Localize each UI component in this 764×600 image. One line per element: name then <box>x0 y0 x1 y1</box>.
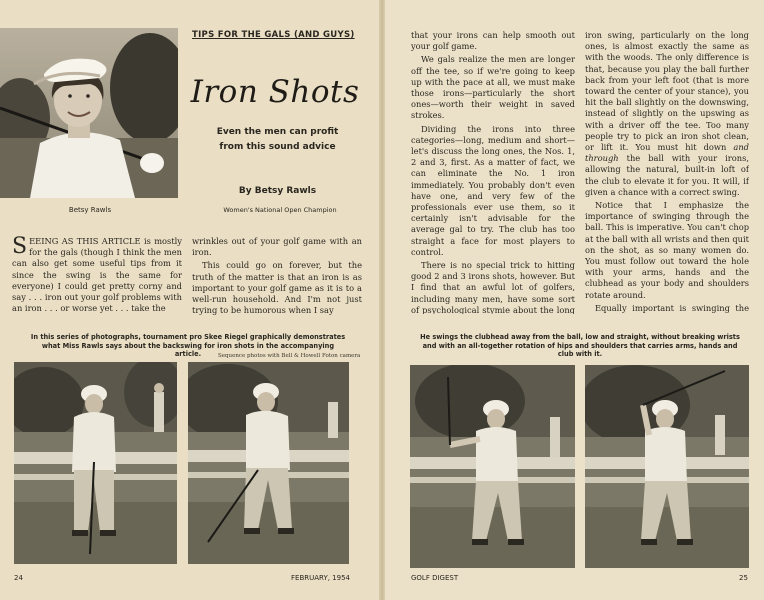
paragraph: that your irons can help smooth out your golf game. <box>411 30 575 52</box>
text-run: the ball with your irons, allowing the natural, built-in loft of the club to elevate it for you. It will, if given a chance with a correct swing. <box>585 153 749 197</box>
section-header: TIPS FOR THE GALS (AND GUYS) <box>192 30 355 40</box>
left-photo-caption: In this series of photographs, tournament pro Skee Riegel graphically demonstrates what Miss Rawls says about the backswing for iron shots in the accompanying article. <box>30 333 346 359</box>
sequence-photo-2 <box>188 362 349 564</box>
portrait-caption: Betsy Rawls <box>68 206 112 214</box>
photo-credit: Sequence photos with Bell & Howell Foton camera <box>218 353 361 359</box>
right-column-1 <box>411 30 575 314</box>
portrait-photo <box>0 28 178 198</box>
paragraph: EEING AS THIS ARTICLE is mostly for the gals (though I think the men can also get some useful tips from it since the swing is the same for everyone) I could get pretty corny and say . . . iron out your golf problems with an iron . . . or worse yet . . . take the <box>12 236 182 314</box>
author-credential: Women's National Open Champion <box>223 206 337 214</box>
paragraph: Dividing the irons into three categories—long, medium and short—let's discuss the long ones, the Nos. 1, 2 and 3, first. As a matter of fact, we can eliminate the No. 1 iron immediately. You probably don't even have one, and very few of the professionals ever use them, so it certainly isn't advisable for the average gal to try. The club has too straight a face for most players to control. <box>411 123 575 257</box>
paragraph: There is no special trick to hitting good 2 and 3 irons shots, however. But I find that an awful lot of golfers, including many men, have some sort of psychological stymie about the long <box>411 260 575 314</box>
page-gutter <box>379 0 385 600</box>
author-byline: By Betsy Rawls <box>238 186 317 196</box>
paragraph: We gals realize the men are longer off the tee, so if we're going to keep up with the pace at all, we must make those irons—particularly the short ones—worth their weight in saved strokes. <box>411 54 575 121</box>
sequence-photo-1 <box>14 362 177 564</box>
left-column-1 <box>12 236 182 316</box>
article-subtitle <box>200 125 355 155</box>
paragraph: wrinkles out of your golf game with an iron. <box>192 236 362 258</box>
right-photo-caption: He swings the clubhead away from the ball, low and straight, without breaking wrists and with an all-together rotation of hips and shoulders that carries arms, hands and club with it. <box>420 333 740 359</box>
left-page-number: 24 <box>14 574 23 582</box>
left-column-2 <box>192 236 362 316</box>
text-run: Equally important is swinging the <box>595 302 749 313</box>
text-run: iron swing, particularly on the long ones, is almost exactly the same as with the woods. The only difference is that, because you play the ball further back from your left foot (that is more toward the center of your stance), you hit the ball slightly on the downswing, instead of slightly on the upswing as with a driver off the tee. Too many people try to pick an iron shot clean, or lift it. You must hit down <box>585 30 749 153</box>
sequence-photo-3 <box>410 365 575 568</box>
magazine-name: GOLF DIGEST <box>411 574 459 582</box>
emphasis: and through <box>585 142 749 164</box>
article-title: Iron Shots <box>190 74 360 110</box>
right-column-2 <box>585 30 749 314</box>
subtitle-line-2: from this sound advice <box>219 142 336 152</box>
drop-cap: S <box>12 236 28 259</box>
paragraph: Notice that I emphasize the importance of swinging through the ball. This is imperative. You can't chop at the ball with all wrists and then quit on the shot, as so many women do. You must follow out toward the hole with your arms, hands and the clubhead as your body and shoulders rotate around. <box>585 200 749 300</box>
issue-date: FEBRUARY, 1954 <box>291 574 350 582</box>
sequence-photo-4 <box>585 365 749 568</box>
right-page-number: 25 <box>739 574 748 582</box>
subtitle-line-1: Even the men can profit <box>216 127 339 137</box>
paragraph: This could go on forever, but the truth of the matter is that an iron is as important to your golf game as it is to a well-run household. And I'm not just trying to be humorous when I say <box>192 260 362 316</box>
